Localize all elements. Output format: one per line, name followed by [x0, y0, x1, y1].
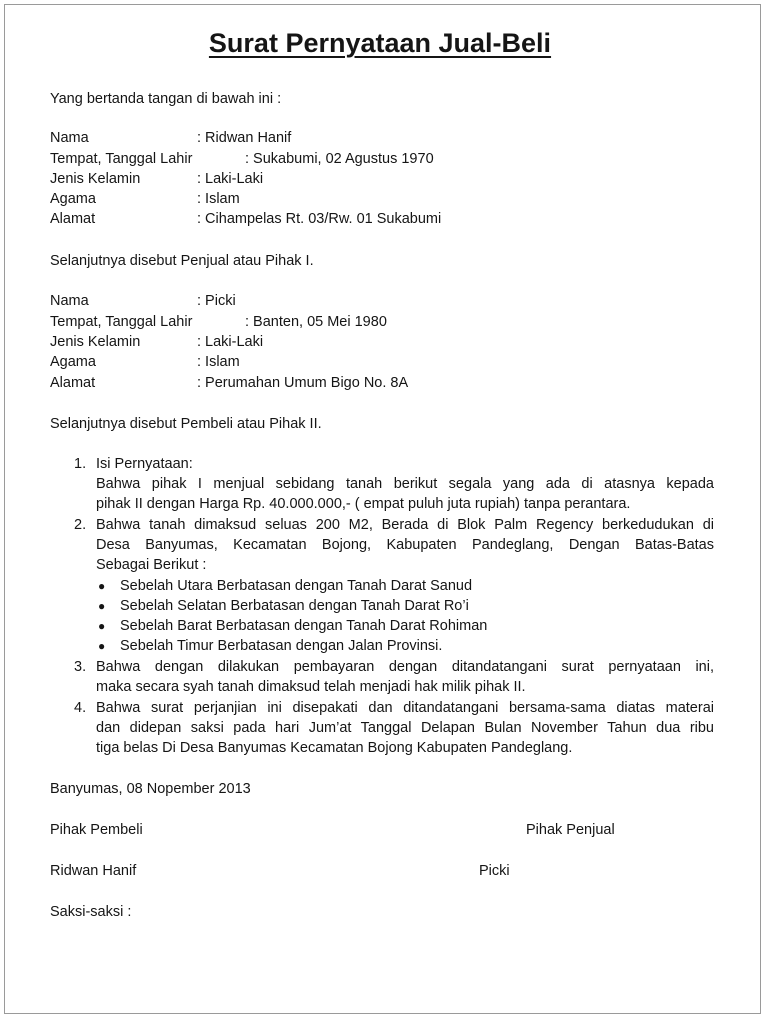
- item4-line1: Bahwa surat perjanjian ini disepakati dan ditandatangani bersama-sama diatas materai: [96, 700, 714, 716]
- party2-religion-label: Agama: [50, 354, 96, 370]
- item3-line1: Bahwa dengan dilakukan pembayaran dengan ditandatangani surat pernyataan ini,: [96, 659, 714, 675]
- item4-line2: dan didepan saksi pada hari Jum’at Tanggal Delapan Bulan November Tahun dua ribu: [96, 720, 714, 736]
- item3-line2: maka secara syah tanah dimaksud telah menjadi hak milik pihak II.: [96, 679, 526, 695]
- item3-number: 3.: [74, 659, 87, 675]
- item1-line1: Isi Pernyataan:: [96, 456, 193, 472]
- party1-gender-value: : Laki-Laki: [197, 171, 264, 187]
- item1-number: 1.: [74, 456, 87, 472]
- party2-religion-value: : Islam: [197, 354, 240, 370]
- bullet-icon: ●: [98, 579, 106, 593]
- boundary-north: Sebelah Utara Berbatasan dengan Tanah Darat Sanud: [120, 578, 473, 594]
- party1-name-label: Nama: [50, 130, 89, 146]
- party1-name-value: : Ridwan Hanif: [197, 130, 292, 146]
- item2-line2: Desa Banyumas, Kecamatan Bojong, Kabupaten Pandeglang, Dengan Batas-Batas: [96, 537, 714, 553]
- buyer-name: Ridwan Hanif: [50, 863, 137, 879]
- party2-name-value: : Picki: [197, 293, 236, 309]
- party1-address-label: Alamat: [50, 211, 96, 227]
- party2-birth-label: Tempat, Tanggal Lahir: [50, 314, 193, 330]
- party2-address-value: : Perumahan Umum Bigo No. 8A: [197, 375, 409, 391]
- party1-birth-label: Tempat, Tanggal Lahir: [50, 151, 193, 167]
- buyer-label: Pihak Pembeli: [50, 822, 143, 838]
- party1-religion-value: : Islam: [197, 191, 240, 207]
- party2-gender-label: Jenis Kelamin: [50, 334, 141, 350]
- item4-line3: tiga belas Di Desa Banyumas Kecamatan Bojong Kabupaten Pandeglang.: [96, 740, 573, 756]
- witnesses-label: Saksi-saksi :: [50, 904, 132, 920]
- bullet-icon: ●: [98, 619, 106, 633]
- boundary-west: Sebelah Barat Berbatasan dengan Tanah Darat Rohiman: [120, 618, 488, 634]
- place-date: Banyumas, 08 Nopember 2013: [50, 781, 251, 797]
- bullet-icon: ●: [98, 599, 106, 613]
- party1-note: Selanjutnya disebut Penjual atau Pihak I.: [50, 253, 314, 269]
- item2-line1: Bahwa tanah dimaksud seluas 200 M2, Berada di Blok Palm Regency berkedudukan di: [96, 517, 714, 533]
- party2-gender-value: : Laki-Laki: [197, 334, 264, 350]
- item2-number: 2.: [74, 517, 87, 533]
- party2-name-label: Nama: [50, 293, 89, 309]
- intro-text: Yang bertanda tangan di bawah ini :: [50, 91, 282, 107]
- party2-note: Selanjutnya disebut Pembeli atau Pihak II.: [50, 416, 322, 432]
- document-title: Surat Pernyataan Jual-Beli: [208, 28, 552, 58]
- item1-line2: Bahwa pihak I menjual sebidang tanah berikut segala yang ada di atasnya kepada: [96, 476, 714, 492]
- boundary-south: Sebelah Selatan Berbatasan dengan Tanah Darat Ro’i: [120, 598, 469, 614]
- party2-birth-value: : Banten, 05 Mei 1980: [245, 314, 387, 330]
- party1-birth-value: : Sukabumi, 02 Agustus 1970: [245, 151, 434, 167]
- party1-religion-label: Agama: [50, 191, 96, 207]
- party2-address-label: Alamat: [50, 375, 96, 391]
- item4-number: 4.: [74, 700, 87, 716]
- seller-name: Picki: [479, 863, 510, 879]
- item1-line3: pihak II dengan Harga Rp. 40.000.000,- ( empat puluh juta rupiah) tanpa perantara.: [96, 496, 631, 512]
- item2-line3: Sebagai Berikut :: [96, 557, 207, 573]
- party1-address-value: : Cihampelas Rt. 03/Rw. 01 Sukabumi: [197, 211, 442, 227]
- boundary-east: Sebelah Timur Berbatasan dengan Jalan Provinsi.: [120, 638, 443, 654]
- bullet-icon: ●: [98, 639, 106, 653]
- seller-label: Pihak Penjual: [526, 822, 615, 838]
- party1-gender-label: Jenis Kelamin: [50, 171, 141, 187]
